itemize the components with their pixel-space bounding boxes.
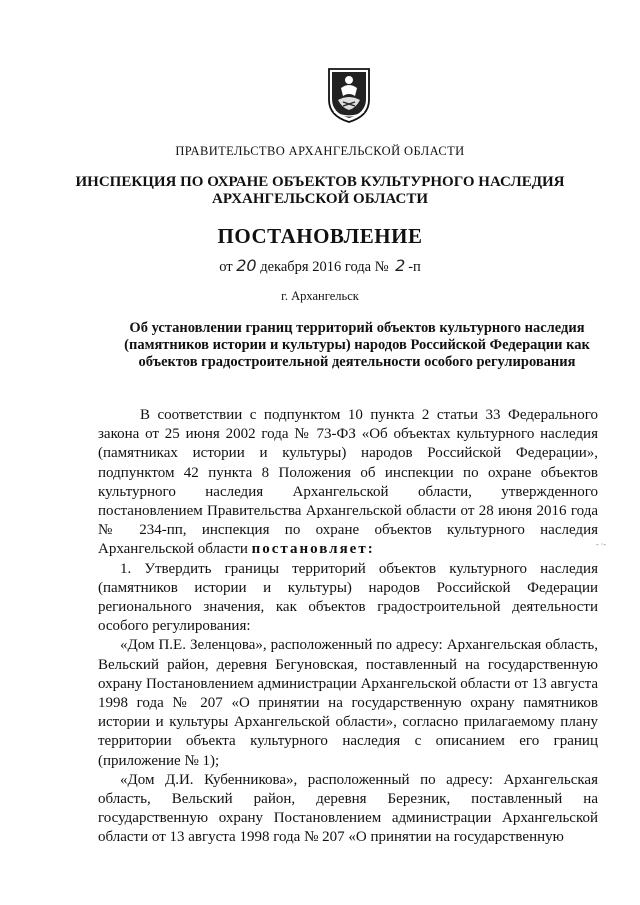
resolves-keyword: постановляет:: [251, 541, 375, 558]
subject-line1: Об установлении границ территорий объектов культурного наследия: [129, 320, 585, 336]
handwritten-day: 20: [236, 256, 257, 275]
date-prefix: от: [219, 259, 233, 275]
document-type-title: ПОСТАНОВЛЕНИЕ: [217, 224, 423, 248]
subject-line3: объектов градостроительной деятельности особого регулирования: [138, 354, 576, 370]
coat-of-arms-emblem: [326, 66, 372, 124]
inspection-name-line2: АРХАНГЕЛЬСКОЙ ОБЛАСТИ: [212, 191, 428, 207]
handwritten-number: 2: [395, 256, 406, 275]
inspection-name: [0, 174, 640, 208]
subject-line2: (памятников истории и культуры) народов Российской Федерации как: [124, 337, 590, 353]
number-suffix: -п: [408, 259, 421, 275]
preamble-text: В соответствии с подпунктом 10 пункта 2 статьи 33 Федерального закона от 25 июня 2002 года № 73-ФЗ «Об объектах культурного наследия (памятниках истории и культуры) народов Российской Федерации», подпунктом 42 пункта 8 Положения об инспекции по охране объектов культурного наследия Архангельской области, утвержденного постановлением Правительства Архангельской области от 28 июня 2016 года № 234-пп, инспекция по охране объектов культурного наследия Архангельской области: [98, 407, 598, 558]
inspection-name-line1: ИНСПЕКЦИЯ ПО ОХРАНЕ ОБЪЕКТОВ КУЛЬТУРНОГО НАСЛЕДИЯ: [75, 174, 565, 190]
object-zelentsov-paragraph: «Дом П.Е. Зеленцова», расположенный по адресу: Архангельская область, Вельский район, деревня Бегуновская, поставленный на государственную охрану Постановлением администрации Архангельской области от 13 августа 1998 года № 207 «О принятии на государственную охрану памятников истории и культуры Архангельской области», согласно прилагаемому плану территории объекта культурного наследия с описанием его границ (приложение № 1);: [98, 637, 598, 769]
city-name: г. Архангельск: [281, 289, 359, 303]
object-kubennikov-paragraph: «Дом Д.И. Кубенникова», расположенный по адресу: Архангельская область, Вельский район, деревня Березник, поставленный на государственную охрану Постановлением администрации Архангельской области от 13 августа 1998 года № 207 «О принятии на государственную: [98, 771, 598, 846]
margin-mark: ‑ ·‑: [596, 540, 606, 549]
document-subject: [122, 320, 592, 371]
date-month-year: декабря 2016 года: [260, 259, 372, 275]
number-sign: №: [374, 259, 389, 275]
document-date-line: [0, 256, 640, 276]
government-name: ПРАВИТЕЛЬСТВО АРХАНГЕЛЬСКОЙ ОБЛАСТИ: [175, 144, 465, 158]
document-body: [98, 406, 598, 848]
clause-1-paragraph: 1. Утвердить границы территорий объектов культурного наследия (памятников истории и культуры) народов Российской Федерации регионального значения, как объектов градостроительной деятельности особого регулирования:: [98, 560, 598, 635]
preamble-paragraph: [98, 406, 598, 560]
